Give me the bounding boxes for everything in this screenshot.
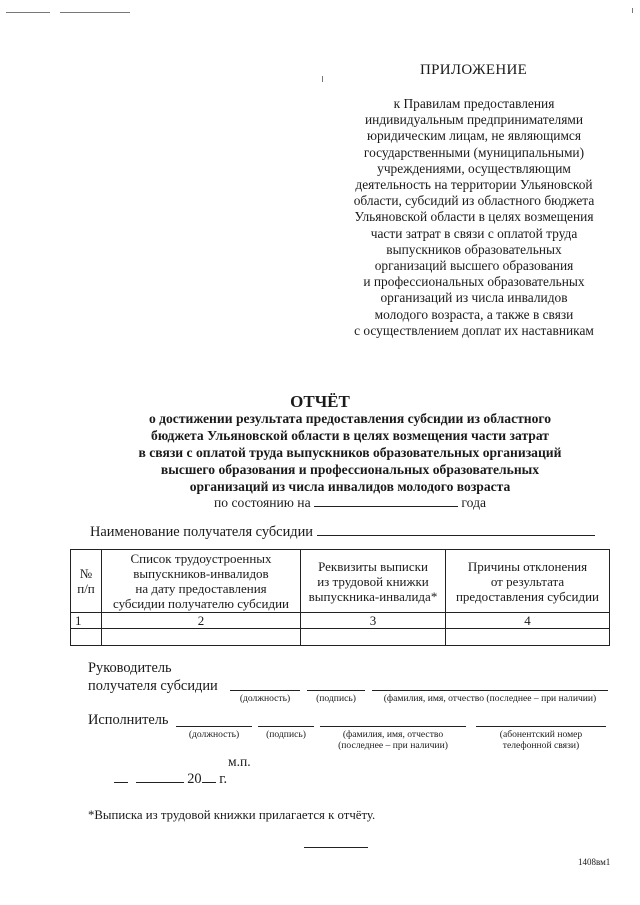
scan-mark — [322, 76, 323, 82]
appendix-line: к Правилам предоставления — [393, 96, 555, 111]
caption-signature: (подпись) — [266, 729, 306, 740]
as-of-date-field[interactable] — [314, 494, 458, 507]
header-text: на дату предоставления — [135, 581, 267, 596]
header-text: от результата — [490, 573, 565, 589]
recipient-label: Наименование получателя субсидии — [90, 524, 313, 540]
report-table — [70, 549, 610, 646]
appendix-line: деятельность на территории Ульяновской — [355, 177, 593, 193]
column-number: 4 — [446, 613, 610, 629]
stamp-place: м.п. — [228, 754, 251, 769]
column-number: 2 — [102, 613, 301, 629]
as-of-line — [80, 494, 620, 511]
head-fullname-field[interactable] — [372, 690, 608, 691]
header-text: выпускников-инвалидов — [133, 566, 269, 581]
header-text: выпускника-инвалида* — [308, 588, 438, 604]
date-month-field[interactable] — [136, 771, 184, 783]
executor-label: Исполнитель — [88, 712, 169, 728]
table-cell[interactable] — [446, 629, 610, 646]
column-number-row — [71, 613, 610, 629]
header-text: Список трудоустроенных — [130, 551, 272, 566]
header-deviation-reasons — [446, 550, 610, 613]
header-text: из трудовой книжки — [317, 573, 429, 589]
appendix-line: части затрат в связи с оплатой труда — [370, 225, 578, 241]
appendix-line: выпускников образовательных — [386, 241, 562, 257]
recipient-name-field[interactable] — [317, 522, 595, 536]
table-row — [71, 629, 610, 646]
caption-position: (должность) — [239, 693, 291, 704]
head-signature-field[interactable] — [307, 690, 365, 691]
appendix-line: юридическим лицам, не являющимся — [366, 128, 582, 144]
table-cell[interactable] — [301, 629, 446, 646]
date-line — [114, 771, 227, 788]
appendix-line: с осуществлением доплат их наставникам — [354, 322, 594, 338]
recipient-row — [90, 522, 595, 541]
head-label-line2 — [88, 678, 218, 695]
caption-signature: (подпись) — [316, 693, 356, 704]
report-subtitle-line: о достижении результата предоставления субсидии из областного — [148, 411, 552, 426]
header-extract-details — [301, 550, 446, 613]
header-text: Реквизиты выписки — [318, 558, 428, 574]
header-graduates-list — [102, 550, 301, 613]
form-code: 1408вм1 — [578, 857, 611, 867]
date-day-field[interactable] — [114, 771, 128, 783]
appendix-title: ПРИЛОЖЕНИЕ — [420, 62, 528, 78]
head-label-text: получателя субсидии — [88, 678, 218, 694]
appendix-line: учреждениями, осуществляющим — [377, 160, 571, 176]
caption-fullname: (фамилия, имя, отчество (последнее – при наличии) — [383, 693, 597, 704]
appendix-line: организаций из числа инвалидов — [380, 290, 568, 306]
table-cell[interactable] — [71, 629, 102, 646]
scan-mark — [6, 12, 50, 13]
appendix-text — [326, 96, 622, 339]
end-line — [304, 847, 368, 848]
column-number: 3 — [301, 613, 446, 629]
header-text: Причины отклонения — [467, 558, 588, 574]
caption-phone-note: телефонной связи) — [502, 740, 580, 751]
head-label-line1: Руководитель — [88, 660, 172, 676]
date-year-prefix: 20 — [187, 771, 202, 787]
caption-position: (должность) — [188, 729, 240, 740]
report-subtitle-line: в связи с оплатой труда выпускников образовательных организаций — [138, 445, 562, 460]
caption-phone: (абонентский номер — [499, 729, 583, 740]
header-text: № — [79, 566, 93, 581]
header-text: предоставления субсидии — [455, 588, 600, 604]
report-subtitle — [80, 410, 620, 495]
date-year-suffix: г. — [219, 771, 228, 787]
report-subtitle-line: бюджета Ульяновской области в целях возмещения части затрат — [151, 428, 549, 443]
head-position-field[interactable] — [230, 690, 300, 691]
report-title: ОТЧЁТ — [290, 392, 350, 411]
as-of-suffix: года — [461, 495, 487, 510]
executor-position-field[interactable] — [176, 726, 252, 727]
report-subtitle-line: организаций из числа инвалидов молодого возраста — [189, 479, 511, 494]
appendix-line: организаций высшего образования — [374, 258, 574, 274]
table-header-row — [71, 550, 610, 613]
appendix-line: и профессиональных образовательных — [363, 274, 585, 290]
column-number: 1 — [71, 613, 102, 629]
executor-phone-field[interactable] — [476, 726, 606, 727]
as-of-prefix: по состоянию на — [213, 495, 311, 510]
appendix-line: области, субсидий из областного бюджета — [353, 193, 595, 209]
appendix-line: государственными (муниципальными) — [363, 144, 585, 160]
scan-mark — [60, 12, 130, 13]
scan-mark — [632, 8, 633, 13]
header-text: п/п — [77, 581, 95, 596]
appendix-line: Ульяновской области в целях возмещения — [354, 209, 594, 225]
appendix-line: молодого возраста, а также в связи — [374, 306, 574, 322]
appendix-line: индивидуальным предпринимателями — [364, 112, 584, 128]
caption-fullname: (фамилия, имя, отчество — [342, 729, 444, 740]
date-year-field[interactable] — [202, 771, 216, 783]
report-subtitle-line: высшего образования и профессиональных образовательных — [160, 462, 540, 477]
footnote: *Выписка из трудовой книжки прилагается к отчёту. — [88, 808, 376, 822]
header-number — [71, 550, 102, 613]
table-cell[interactable] — [102, 629, 301, 646]
caption-fullname-note: (последнее – при наличии) — [338, 740, 448, 751]
executor-signature-field[interactable] — [258, 726, 314, 727]
executor-fullname-field[interactable] — [320, 726, 466, 727]
header-text: субсидии получателю субсидии — [113, 596, 289, 611]
